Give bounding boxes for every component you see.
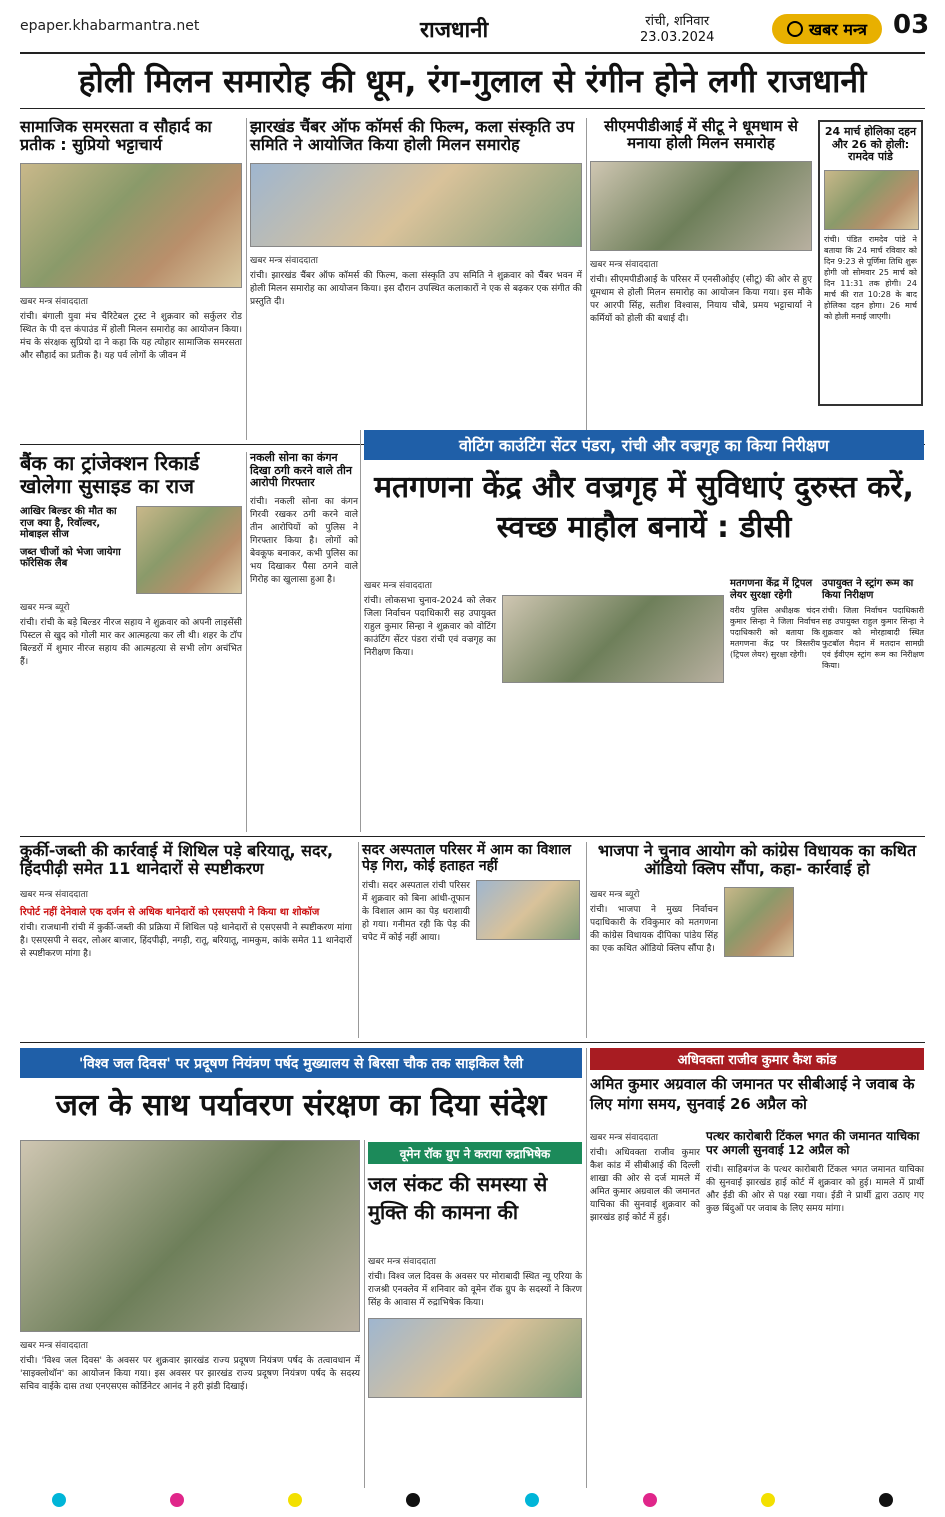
story-body: रांची। राजधानी रांची में कुर्की-जब्ती की प्रक्रिया में शिथिल पड़े थानेदारों से एसएसपी ने स्पष्टीकरण मांगा है। एसएसपी ने सदर, लोअर बाजार, हिंदपीढ़ी, नगड़ी, रातू, बरियातू, नामकुम, कांके समेत 11 थानेदारों से स्पष्टीकरण मांगा है। <box>20 922 352 959</box>
story-body: रांची। झारखंड चैंबर ऑफ कॉमर्स की फिल्म, कला संस्कृति उप समिति ने शुक्रवार को चैंबर भवन में होली मिलन समारोह का आयोजन किया। इस दौरान उपस्थित कलाकारों ने एक से बढ़कर एक संगीत की प्रस्तुति दी। <box>250 270 582 307</box>
brand-logo <box>772 14 882 44</box>
inspection-photo <box>502 595 724 683</box>
story-chamber <box>250 118 582 440</box>
byline: खबर मन्त्र संवाददाता <box>590 259 658 270</box>
water-headline: जल के साथ पर्यावरण संरक्षण का दिया संदेश <box>55 1088 547 1123</box>
pullquote: आखिर बिल्डर की मौत का राज क्या है, रिवॉल्वर, मोबाइल सीज <box>20 506 117 540</box>
story-tinkle <box>706 1130 924 1488</box>
story-headline: सीएमपीडीआई में सीटू ने धूमधाम से मनाया होली मिलन समारोह <box>604 117 798 153</box>
red-lead: रिपोर्ट नहीं देनेवाले एक दर्जन से अधिक थानेदारों को एसएसपी ने किया था शोकॉज <box>20 906 320 918</box>
yellow-mark <box>288 1493 302 1507</box>
banner-rule <box>20 108 925 109</box>
story-headline: सामाजिक समरसता व सौहार्द का प्रतीक : सुप्रियो भट्टाचार्य <box>20 117 212 155</box>
pandit-photo <box>824 170 919 230</box>
black-mark <box>879 1493 893 1507</box>
yellow-mark <box>761 1493 775 1507</box>
story-headline: बैंक का ट्रांजेक्शन रिकार्ड खोलेगा सुसाइड का राज <box>20 451 200 498</box>
byline: खबर मन्त्र ब्यूरो <box>590 889 640 900</box>
story-cmpdi <box>590 118 812 440</box>
story-body: रांची। लोकसभा चुनाव-2024 को लेकर जिला निर्वाचन पदाधिकारी सह उपायुक्त राहुल कुमार सिन्हा ने शुक्रवार को वोटिंग काउंटिंग सेंटर पंडरा रांची एवं वज्रगृह का निरीक्षण किया। <box>364 596 496 658</box>
pullquote-box <box>20 506 130 594</box>
column-divider <box>360 430 361 832</box>
brand-icon <box>787 21 803 37</box>
story-tree <box>362 842 582 1038</box>
brand-name: खबर मन्त्र <box>809 20 867 39</box>
side-headline: मतगणना केंद्र में ट्रिपल लेयर सुरक्षा रहेगी <box>730 578 813 601</box>
ritual-photo <box>368 1318 582 1398</box>
story-headline: झारखंड चैंबर ऑफ कॉमर्स की फिल्म, कला संस्कृति उप समिति ने आयोजित किया होली मिलन समारोह <box>250 117 575 155</box>
column-divider <box>246 452 247 832</box>
story-kurki <box>20 842 352 1038</box>
story-headline: नकली सोना का कंगन दिखा ठगी करने वाले तीन आरोपी गिरफ्तार <box>250 451 352 490</box>
cbi-headline: अमित कुमार अग्रवाल की जमानत पर सीबीआई ने जवाब के लिए मांगा समय, सुनवाई 26 अप्रैल को <box>590 1075 915 1113</box>
sidebar-security <box>730 578 820 832</box>
magenta-mark <box>643 1493 657 1507</box>
cycle-rally-photo <box>20 1140 360 1332</box>
byline: खबर मन्त्र ब्यूरो <box>20 603 70 613</box>
date-value: 23.03.2024 <box>640 30 715 45</box>
column-divider <box>364 1140 365 1488</box>
column-divider <box>586 842 587 1038</box>
story-body: रांची। साहिबगंज के पत्थर कारोबारी टिंकल भगत जमानत याचिका की सुनवाई झारखंड हाई कोर्ट में शुक्रवार को हुई। मामले में प्रार्थी और ईडी की ओर से पक्ष रखा गया। ईडी ने प्रार्थी द्वारा उठाए गए कुछ बिंदुओं पर जवाब के लिए समय मांगा। <box>706 1164 924 1214</box>
cyan-mark <box>525 1493 539 1507</box>
site-url[interactable]: epaper.khabarmantra.net <box>20 18 200 34</box>
side-body: रांची। जिला निर्वाचन पदाधिकारी सह उपायुक्त राहुल कुमार सिन्हा ने शुक्रवार को मोरहाबादी स्थित फुटबॉल मैदान में मतदान सामग्री एवं ईवीएम स्ट्रांग रूम का निरीक्षण किया। <box>822 606 924 670</box>
black-mark <box>406 1493 420 1507</box>
cbi-strip: अधिवक्ता राजीव कुमार कैश कांड <box>590 1048 924 1070</box>
column-divider <box>246 118 247 440</box>
side-headline: उपायुक्त ने स्ट्रांग रूम का किया निरीक्षण <box>822 578 914 601</box>
story-body: रांची। सीएमपीडीआई के परिसर में एनसीओईए (सीटू) की ओर से हुए धूमधाम से होली मिलन समारोह का आयोजन किया गया। इस मौके पर आरपी सिंह, सतीश विश्वास, नियाय चौबे, प्रमय भट्टाचार्या ने कर्मियों को होली की बधाई दी। <box>590 274 812 324</box>
story-voting <box>364 578 724 832</box>
event-photo <box>250 163 582 247</box>
story-water <box>20 1338 360 1488</box>
byline: खबर मन्त्र संवाददाता <box>20 296 88 307</box>
side-body: वरीय पुलिस अधीक्षक चंदन कुमार सिन्हा ने जिला निर्वाचन पदाधिकारी को बताया कि मतगणना केंद्र पर त्रिस्तरीय (ट्रिपल लेयर) सुरक्षा रहेगी। <box>730 606 820 659</box>
column-divider <box>586 1048 587 1488</box>
story-body: रांची। रांची के बड़े बिल्डर नीरज सहाय ने शुक्रवार को अपनी लाइसेंसी पिस्टल से खुद को गोली मार कर आत्महत्या कर ली थी। शहर के टॉप बिल्डरों में शुमार नीरज सहाय की आत्महत्या से सभी लोग अचंभित हैं। <box>20 618 242 667</box>
column-divider <box>586 118 587 440</box>
byline: खबर मन्त्र संवाददाता <box>20 889 88 900</box>
story-body: रांची। नकली सोना का कंगन गिरवी रखकर ठगी करने वाले तीन आरोपियों को पुलिस ने गिरफ्तार किया है। लोगों को बेवकूफ बनाकर, कभी पुलिस का भय दिखाकर पैसा ठगने वाले गिरोह का खुलासा हुआ है। <box>250 496 358 585</box>
row-rule <box>20 836 925 837</box>
story-body: रांची। भाजपा ने मुख्य निर्वाचन पदाधिकारी के रविकुमार को मतगणना की कांग्रेस विधायक दीपिका पांडेय सिंह का एक कथित ऑडियो क्लिप सौंपा है। <box>590 904 718 954</box>
story-samrasta <box>20 118 242 440</box>
byline: खबर मन्त्र संवाददाता <box>250 255 318 266</box>
page-number: 03 <box>893 10 930 40</box>
story-headline: 24 मार्च होलिका दहन और 26 को होली: रामदेव पांडे <box>824 125 917 164</box>
portrait-photo <box>136 506 242 594</box>
sidebar-strongroom <box>822 578 924 832</box>
story-headline: भाजपा ने चुनाव आयोग को कांग्रेस विधायक का कथित ऑडियो क्लिप सौंपा, कहा- कार्रवाई हो <box>597 841 917 879</box>
story-headline: सदर अस्पताल परिसर में आम का विशाल पेड़ गिरा, कोई हताहत नहीं <box>362 842 572 875</box>
womens-headline: जल संकट की समस्या से मुक्ति की कामना की <box>368 1172 548 1224</box>
cyan-mark <box>52 1493 66 1507</box>
edition-date <box>640 14 714 46</box>
section-title: राजधानी <box>420 18 489 43</box>
story-holika <box>818 120 923 406</box>
portrait-photo <box>724 887 794 957</box>
story-body: रांची। पंडित रामदेव पांडे ने बताया कि 24 मार्च रविवार को दिन 9:23 से पूर्णिमा तिथि शुरू होगी जो सोमवार 25 मार्च को दिन 11:31 तक होगी। 24 मार्च की रात 10:28 के बाद होलिका दहन होगा। 26 मार्च को होली मनाई जाएगी। <box>824 234 917 321</box>
column-divider <box>358 842 359 1038</box>
story-body: रांची। 'विश्व जल दिवस' के अवसर पर शुक्रवार झारखंड राज्य प्रदूषण नियंत्रण पर्षद के तत्वावधान में 'साइक्लोथॉन' का आयोजन किया गया। इस अवसर पर झारखंड राज्य प्रदूषण नियंत्रण पर्षद के सदस्य सचिव वाईके दास तथा एनएसएस कोर्डिनेटर आनंद ने हरी झंडी दिखाई। <box>20 1356 360 1392</box>
voting-headline: मतगणना केंद्र और वज्रगृह में सुविधाएं दुरुस्त करें, स्वच्छ माहौल बनायें : डीसी <box>374 470 914 545</box>
story-body: रांची। सदर अस्पताल रांची परिसर में शुक्रवार को बिना आंधी-तूफान के विशाल आम का पेड़ धराशायी हो गया। गनीमत रही कि पेड़ की चपेट में कोई नहीं आया। <box>362 881 470 944</box>
story-cbi <box>590 1130 700 1488</box>
group-photo <box>20 163 242 288</box>
story-body: रांची। अधिवक्ता राजीव कुमार कैश कांड में सीबीआई की दिल्ली शाखा की ओर से दर्ज मामले में अमित कुमार अग्रवाल की जमानत याचिका की सुनवाई शुक्रवार को झारखंड हाई कोर्ट में हुई। <box>590 1148 700 1223</box>
story-body: रांची। विश्व जल दिवस के अवसर पर मोराबादी स्थित न्यू एरिया के राजश्री एनक्लेव में शनिवार को वूमेन रॉक ग्रुप के सदस्यों ने किरण सिंह के आवास में रुद्राभिषेक किया। <box>368 1272 582 1308</box>
byline: खबर मन्त्र संवाददाता <box>364 581 432 591</box>
print-color-marks <box>0 1490 945 1510</box>
date-city: रांची, शनिवार <box>645 14 710 29</box>
voting-strip: वोटिंग काउंटिंग सेंटर पंडरा, रांची और वज्रगृह का किया निरीक्षण <box>364 430 924 460</box>
byline: खबर मन्त्र संवाददाता <box>368 1257 436 1267</box>
story-gold <box>250 452 358 832</box>
magenta-mark <box>170 1493 184 1507</box>
story-headline: कुर्की-जब्ती की कार्रवाई में शिथिल पड़े बरियातू, सदर, हिंदपीढ़ी समेत 11 थानेदारों से स्पष्टीकरण <box>20 841 334 879</box>
story-womens <box>368 1254 582 1488</box>
byline: खबर मन्त्र संवाददाता <box>590 1133 658 1143</box>
water-strip: 'विश्व जल दिवस' पर प्रदूषण नियंत्रण पर्षद मुख्यालय से बिरसा चौक तक साइकिल रैली <box>20 1048 582 1078</box>
story-bank <box>20 452 242 832</box>
event-photo <box>590 161 812 251</box>
byline: खबर मन्त्र संवाददाता <box>20 1341 88 1351</box>
banner-headline: होली मिलन समारोह की धूम, रंग-गुलाल से रंगीन होने लगी राजधानी <box>78 62 867 100</box>
tree-photo <box>476 880 580 940</box>
story-headline: पत्थर कारोबारी टिंकल भगत की जमानत याचिका पर अगली सुनवाई 12 अप्रैल को <box>706 1129 920 1157</box>
row-rule <box>20 1042 925 1043</box>
pullquote-secondary: जब्त चीजों को भेजा जायेगा फॉरेसिक लैब <box>20 546 121 569</box>
header-rule <box>20 52 925 54</box>
story-bjp <box>590 842 924 1038</box>
story-body: रांची। बंगाली युवा मंच चैरिटेबल ट्रस्ट ने शुक्रवार को सर्कुलर रोड स्थित के पी दत्त कंपाउंड में होली मिलन समारोह का आयोजन किया। मंच के संरक्षक सुप्रियो दा ने कहा कि यह त्योहार सामाजिक समरसता और सौहार्द का प्रतीक है। यह पर्व लोगों के जीवन में <box>20 311 242 361</box>
womens-tag: वूमेन रॉक ग्रुप ने कराया रुद्राभिषेक <box>368 1142 582 1164</box>
